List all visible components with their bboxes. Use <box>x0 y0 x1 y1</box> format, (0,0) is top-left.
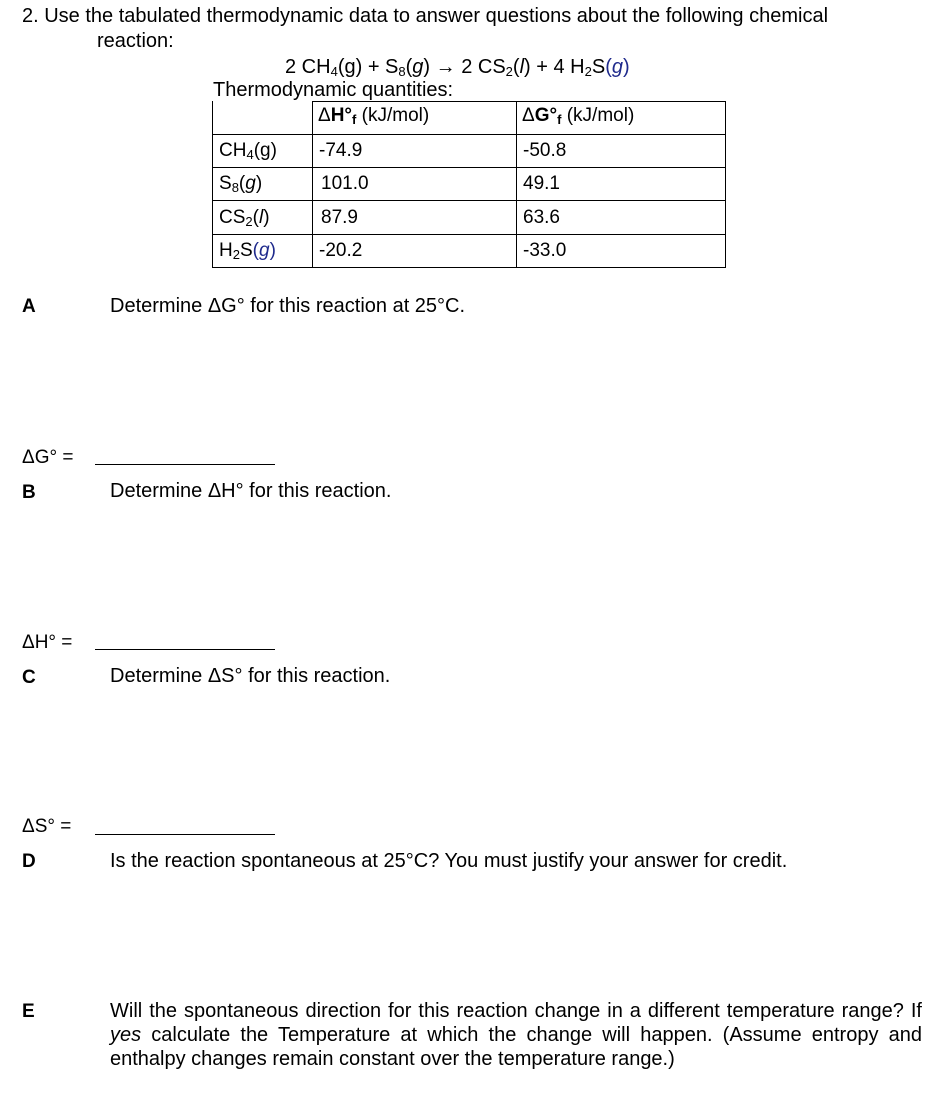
part-b-letter: B <box>22 482 36 503</box>
part-c-prompt: Determine ΔS° for this reaction. <box>110 665 391 687</box>
dg-cell: -50.8 <box>523 140 567 161</box>
part-e-letter: E <box>22 1001 35 1022</box>
dg-cell: 49.1 <box>523 173 560 194</box>
table-bottom-rule <box>212 267 726 268</box>
part-a-letter: A <box>22 296 36 317</box>
question-line-1: 2. Use the tabulated thermodynamic data to answer questions about the following chemical <box>22 5 829 27</box>
dh-cell: -20.2 <box>319 240 363 261</box>
table-top-rule <box>312 101 726 102</box>
species-cell: $H_2S(g)$ <box>219 240 276 262</box>
species-cell: $S_8(g)$ <box>219 173 263 195</box>
table-rule <box>212 134 726 135</box>
answer-blank-dh[interactable] <box>95 649 275 650</box>
dh-cell: 101.0 <box>321 173 369 194</box>
part-a-prompt: Determine ΔG° for this reaction at 25°C. <box>110 295 466 317</box>
table-rule <box>212 234 726 235</box>
table-rule-vertical <box>725 101 726 268</box>
reaction-equation: 2 $CH_4(g) + S_8(g) \to 2$ $CS_2(l) + 4$ $H_2S(g)$ <box>285 56 630 79</box>
header-dg: $\Delta G^\circ_f$ (kJ/mol) <box>522 105 635 127</box>
dg-cell: 63.6 <box>523 207 560 228</box>
part-d-prompt: Is the reaction spontaneous at 25°C? You must justify your answer for credit. <box>110 850 788 872</box>
header-dh: $\Delta H^\circ_f$ (kJ/mol) <box>318 105 430 127</box>
answer-blank-ds[interactable] <box>95 834 275 835</box>
part-b-prompt: Determine ΔH° for this reaction. <box>110 480 392 502</box>
answer-label-dg: ΔG° = <box>22 447 74 468</box>
dg-cell: -33.0 <box>523 240 567 261</box>
table-title: Thermodynamic quantities: <box>213 79 454 101</box>
dh-cell: -74.9 <box>319 140 363 161</box>
part-e-prompt: Will the spontaneous direction for this reaction change in a different temperature range? If yes calculate the Temperature at which the change will happen. (Assume entropy and enthalpy changes remain constant over the temperature range.) <box>110 1000 922 1070</box>
answer-blank-dg[interactable] <box>95 464 275 465</box>
answer-label-ds: ΔS° = <box>22 816 72 837</box>
table-rule-vertical <box>212 101 213 268</box>
species-cell: $CH_4(g)$ <box>219 140 277 162</box>
part-d-letter: D <box>22 851 36 872</box>
question-line-2: reaction: <box>97 30 174 52</box>
table-rule-vertical <box>312 101 313 268</box>
answer-label-dh: ΔH° = <box>22 632 73 653</box>
table-rule <box>212 167 726 168</box>
species-cell: $CS_2(l)$ <box>219 207 270 229</box>
table-rule-vertical <box>516 101 517 268</box>
table-rule <box>212 200 726 201</box>
part-c-letter: C <box>22 667 36 688</box>
dh-cell: 87.9 <box>321 207 358 228</box>
